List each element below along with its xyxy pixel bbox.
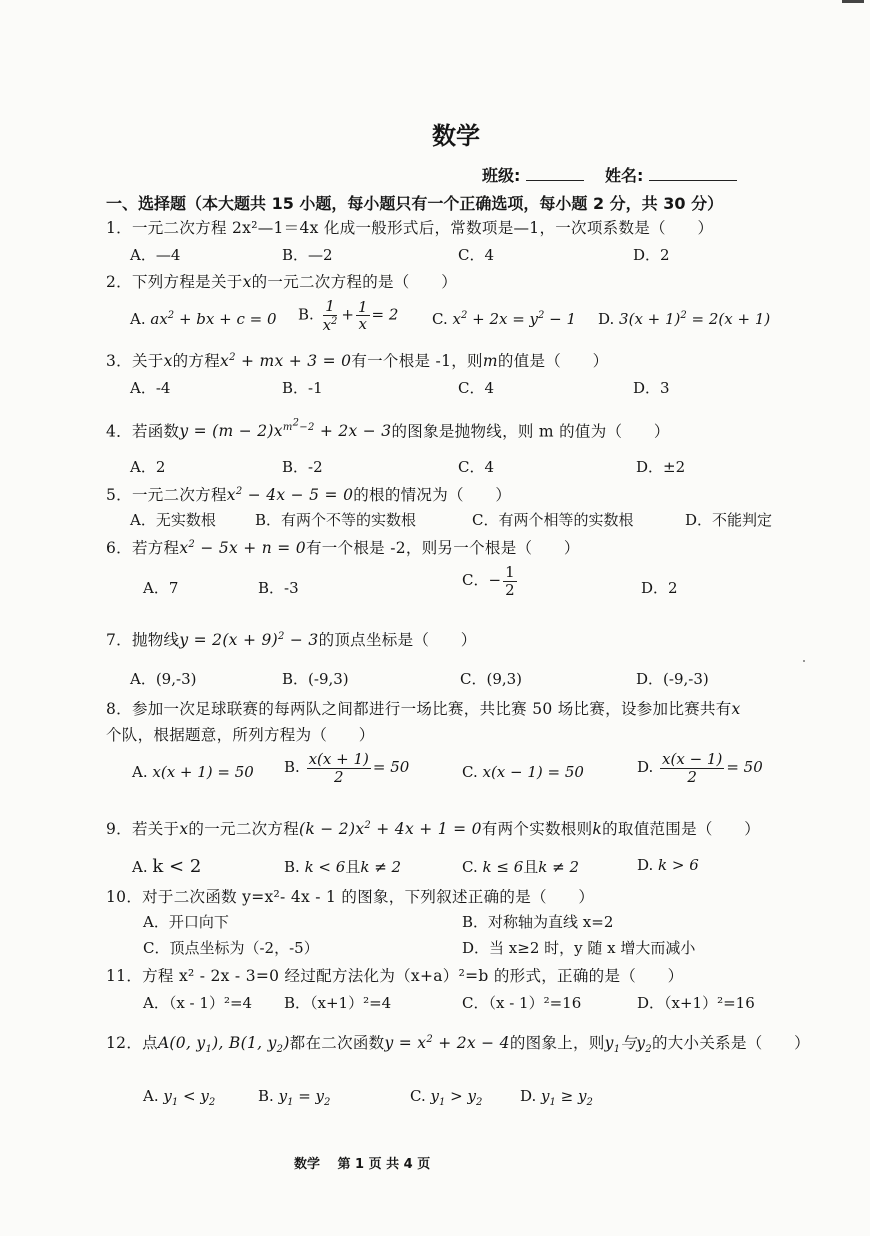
q3-stem-4: 的值是（ ） [497,352,609,370]
q3-stem-3: 有一个根是 -1，则 [351,352,483,370]
q7-option-c: C．(9,3) [460,670,523,688]
q2-b-frac1: $\frac{1}{x^2}$ [322,297,338,334]
q11-option-d: D．（x+1）²=16 [637,994,755,1012]
q2-d-label: D. [598,310,615,328]
question-11-stem: 11．方程 x² - 2x - 3=0 经过配方法化为（x+a）²=b 的形式，正确的是（ ） [106,967,684,985]
q2-option-c [432,310,576,328]
q12-stem-3: 的图象上，则 [509,1034,605,1052]
name-blank [649,164,737,181]
q4-stem-1: 4．若函数 [106,422,180,441]
q5-option-a: A．无实数根 [130,511,216,529]
page-title: 数学 [432,122,480,150]
q9-a-expr: k < 2 [152,856,202,877]
q4-option-a: A．2 [130,458,166,476]
q2-d-expr: $3(x + 1)^2 = 2(x + 1)$ [619,310,771,328]
q9-a-label: A. [132,858,148,876]
q12-stem-2: 都在二次函数 [289,1034,385,1052]
q11-option-c: C．（x - 1）²=16 [462,994,582,1012]
q6-stem-1: 6．若方程 [106,539,180,557]
q3-option-c: C．4 [458,379,495,397]
question-12-stem [106,1031,810,1055]
q5-equation: $x^2 - 4x - 5 = 0$ [226,485,354,504]
q12-b-label: B. [258,1087,274,1105]
q2-option-d [598,310,770,328]
q9-c-label: C. [462,858,478,876]
q9-b-label: B. [284,858,300,876]
question-8-stem-line2: 个队，根据题意，所列方程为（ ） [106,726,375,744]
question-3-stem [106,349,608,371]
q7-option-b: B．(-9,3) [282,670,349,688]
q8-a-expr: x(x + 1) = 50 [152,763,254,781]
q8-c-label: C. [462,763,478,781]
q8-d-label: D. [637,758,654,776]
q8-stem-1: 8．参加一次足球联赛的每两队之间都进行一场比赛，共比赛 50 场比赛，设参加比赛共有 [106,700,732,718]
q12-option-a [143,1087,215,1108]
q9-d-label: D. [637,856,654,874]
q9-option-b: B. k < 6且k ≠ 2 [284,858,402,876]
question-4-stem [106,418,670,441]
q2-option-a [130,310,277,328]
q4-function: $y = (m - 2)x^{m^2-2} + 2x - 3$ [179,418,392,441]
q12-stem-4: 的大小关系是（ ） [651,1034,810,1052]
q4-option-b: B．-2 [282,458,323,476]
q7-option-a: A．(9,-3) [130,670,197,688]
q8-b-label: B. [284,758,300,776]
name-field [605,163,737,186]
q12-function: $y = x^2 + 2x - 4$ [384,1033,510,1052]
q4-option-c: C．4 [458,458,495,476]
q3-equation: $x^2$ + mx + 3 = 0 [220,351,352,370]
q6-option-c: C．− $\frac{1}{2}$ [462,563,515,599]
q12-option-d [520,1087,593,1108]
q9-stem-2: 的一元二次方程 [188,820,300,838]
q10-option-b: B．对称轴为直线 x=2 [462,913,614,931]
q8-a-label: A. [132,763,148,781]
q2-a-label: A. [130,310,146,328]
class-field [482,163,584,186]
q1-option-b: B．—2 [282,246,333,264]
question-10-stem: 10．对于二次函数 y=x²- 4x - 1 的图象，下列叙述正确的是（ ） [106,888,595,906]
section-heading: 一、选择题（本大题共 15 小题，每小题只有一个正确选项，每小题 2 分，共 30 分） [106,194,724,213]
q3-option-b: B．-1 [282,379,323,397]
q1-option-a: A．—4 [130,246,181,264]
q8-d-frac: $\frac{x(x - 1)}{2}$ [662,750,723,786]
q12-stem-1: 12．点 [106,1034,158,1052]
q3-option-d: D．3 [633,379,670,397]
q3-stem-m: m [482,352,498,370]
q8-option-c [462,763,584,781]
q9-option-d [637,856,699,874]
q10-option-a: A．开口向下 [143,913,229,931]
q2-option-b: B. $\frac{1}{x^2}$ + $\frac{1}{x}$ = 2 [298,297,399,334]
q12-b-expr: $y_1 = y_2$ [278,1087,331,1108]
q6-c-frac: $\frac{1}{2}$ [505,563,515,599]
speck [803,660,805,662]
q9-stem-3: 有两个实数根则 [481,820,593,838]
q6-equation: $x^2 - 5x + n = 0$ [179,538,306,557]
q9-stem-1: 9．若关于 [106,820,180,838]
q7-stem-2: 的顶点坐标是（ ） [318,631,477,649]
q2-b-label: B. [298,305,314,324]
q5-stem-1: 5．一元二次方程 [106,486,227,504]
page-footer: 数学 第 1 页 共 4 页 [294,1157,431,1172]
q6-c-label: C． [462,571,489,589]
q12-d-label: D. [520,1087,537,1105]
q6-option-d: D．2 [641,579,678,597]
q7-option-d: D．(-9,-3) [636,670,709,688]
q6-option-a: A．7 [143,579,179,597]
q9-stem-k: k [592,820,603,838]
q12-points: A(0, $y_1$), B(1, $y_2$) [157,1034,290,1056]
q8-b-frac: $\frac{x(x + 1)}{2}$ [308,750,369,786]
q12-vars: $y_1$与$y_2$ [604,1034,652,1056]
q2-stem-var: x [242,273,252,291]
q2-c-expr: $x^2 + 2x = y^2 - 1$ [452,310,577,328]
question-2-stem [106,270,457,292]
q8-option-b: B. $\frac{x(x + 1)}{2}$ = 50 [284,750,410,786]
q8-option-d: D. $\frac{x(x - 1)}{2}$ = 50 [637,750,763,786]
question-5-stem [106,483,511,505]
q2-c-label: C. [432,310,448,328]
q9-stem-var: x [179,820,189,838]
q9-stem-4: 的取值范围是（ ） [602,820,761,838]
q3-stem-2: 的方程 [172,352,221,370]
q9-option-a [132,856,201,877]
q5-option-c: C．有两个相等的实数根 [472,511,634,529]
q5-option-b: B．有两个不等的实数根 [255,511,417,529]
q9-c-expr: k ≤ 6 [482,858,524,876]
question-9-stem [106,817,760,839]
q11-option-a: A．（x - 1）²=4 [143,994,253,1012]
q3-stem-1: 3．关于 [106,352,164,370]
question-6-stem [106,536,580,558]
question-7-stem [106,628,477,650]
q12-option-b [258,1087,330,1108]
q5-stem-2: 的根的情况为（ ） [353,486,512,504]
q6-stem-2: 有一个根是 -2，则另一个根是（ ） [305,539,580,557]
q1-option-d: D．2 [633,246,670,264]
q2-stem-text: 2．下列方程是关于 [106,273,243,291]
q1-option-c: C．4 [458,246,495,264]
q10-option-d: D．当 x≥2 时，y 随 x 增大而减小 [462,939,696,957]
q12-d-expr: $y_1 \ge y_2$ [541,1087,593,1108]
q9-option-c: C. k ≤ 6且k ≠ 2 [462,858,580,876]
q2-stem-end: 的一元二次方程的是（ ） [251,273,458,291]
q12-c-expr: $y_1 > y_2$ [430,1087,483,1108]
q12-a-expr: $y_1 < y_2$ [163,1087,216,1108]
q6-option-b: B．-3 [258,579,299,597]
q4-option-d: D．±2 [636,458,686,476]
q7-stem-1: 7．抛物线 [106,631,180,649]
q2-b-frac2: $\frac{1}{x}$ [358,297,368,333]
q3-stem-var: x [163,352,173,370]
q9-equation: $(k - 2)x^2 + 4x + 1 = 0$ [299,819,482,838]
q9-d-expr: k > 6 [658,856,699,874]
q9-b-expr: k < 6 [304,858,346,876]
q8-c-expr: x(x − 1) = 50 [482,763,584,781]
name-label: 姓名: [605,166,644,185]
q3-option-a: A．-4 [130,379,171,397]
corner-mark [842,0,864,3]
class-blank [526,164,584,181]
question-1-stem: 1．一元二次方程 2x²—1＝4x 化成一般形式后，常数项是—1，一次项系数是（ ） [106,219,714,237]
question-8-stem-line1 [106,697,741,719]
q12-c-label: C. [410,1087,426,1105]
q12-option-c [410,1087,482,1108]
q5-option-d: D．不能判定 [685,511,773,529]
q2-a-expr: $ax^2$ + bx + c = 0 [150,310,277,328]
class-label: 班级: [482,166,521,185]
q8-stem-var: x [731,700,741,718]
q7-function: $y = 2(x + 9)^2 - 3$ [179,630,319,649]
q4-stem-2: 的图象是抛物线，则 m 的值为（ ） [391,422,670,441]
q10-option-c: C．顶点坐标为（-2，-5） [143,939,319,957]
q11-option-b: B．（x+1）²=4 [284,994,392,1012]
q12-a-label: A. [143,1087,159,1105]
q8-option-a [132,763,254,781]
